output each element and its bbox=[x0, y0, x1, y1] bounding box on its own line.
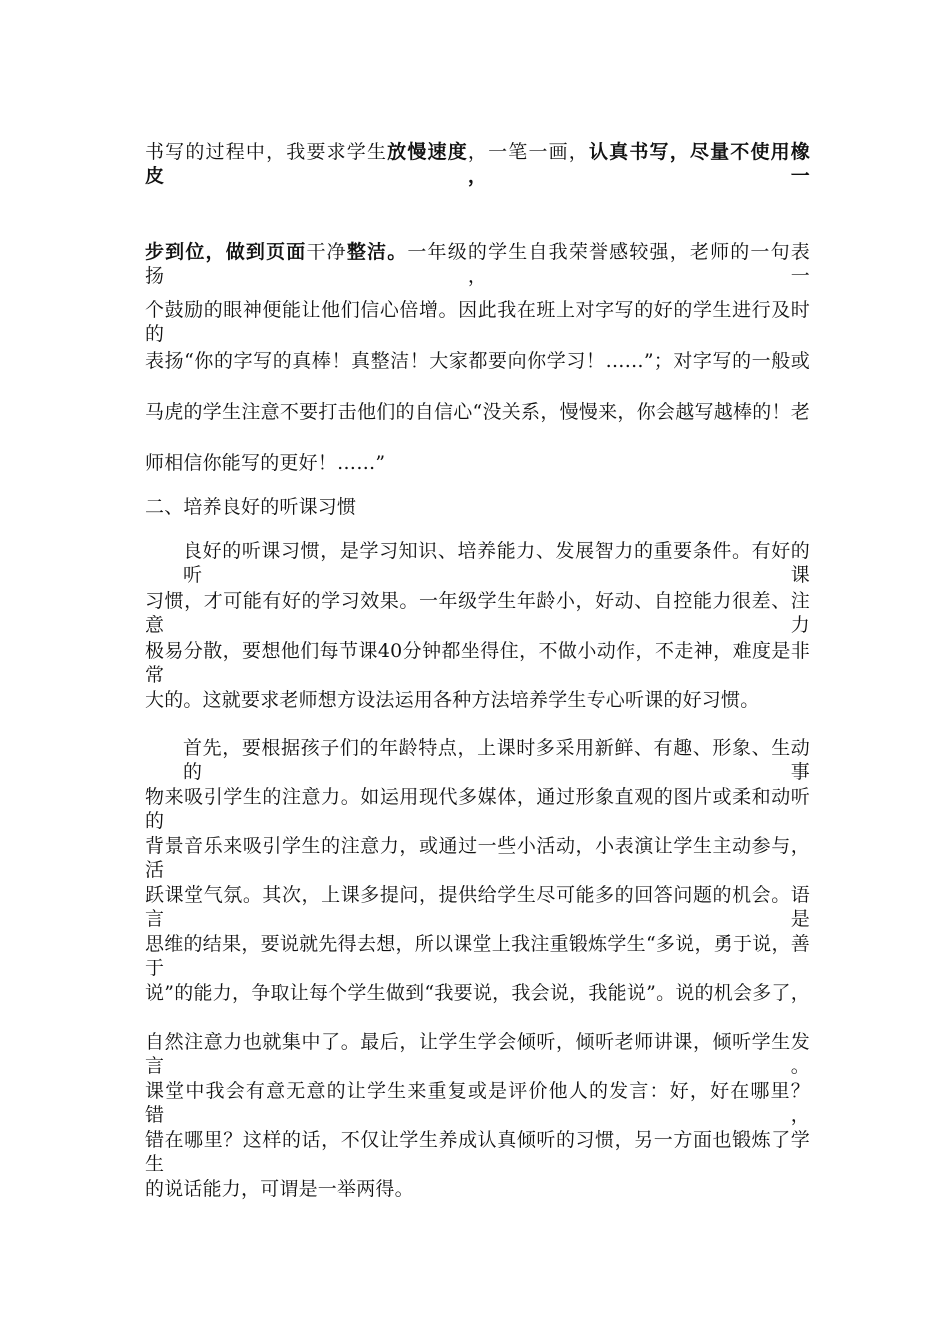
text-line: 大的。这就要求老师想方设法运用各种方法培养学生专心听课的好习惯。 bbox=[145, 689, 760, 711]
text-line: 个鼓励的眼神便能让他们信心倍增。因此我在班上对字写的好的学生进行及时的 bbox=[145, 299, 810, 345]
bold-text-run: 放慢速度 bbox=[387, 141, 468, 163]
text-line: 的说话能力，可谓是一举两得。 bbox=[145, 1178, 414, 1200]
text-line: 跃课堂气氛。其次，上课多提问，提供给学生尽可能多的回答问题的机会。语言是 bbox=[145, 884, 810, 930]
text-line: 良好的听课习惯，是学习知识、培养能力、发展智力的重要条件。有好的听课 bbox=[183, 540, 810, 586]
text-line: 思维的结果，要说就先得去想，所以课堂上我注重锻炼学生“多说，勇于说，善于 bbox=[145, 933, 810, 979]
text-run: 一年级的学生自我荣誉感较强，老师的一句表扬，一 bbox=[145, 241, 810, 287]
text-run: 干净 bbox=[306, 241, 347, 263]
text-line: 极易分散，要想他们每节课40分钟都坐得住，不做小动作，不走神，难度是非常 bbox=[145, 640, 810, 686]
text-line: 自然注意力也就集中了。最后，让学生学会倾听，倾听老师讲课，倾听学生发言。 bbox=[145, 1031, 810, 1077]
text-line: 物来吸引学生的注意力。如运用现代多媒体，通过形象直观的图片或柔和动听的 bbox=[145, 786, 810, 832]
text-line: 课堂中我会有意无意的让学生来重复或是评价他人的发言：好，好在哪里？错， bbox=[145, 1080, 810, 1126]
text-line: 习惯，才可能有好的学习效果。一年级学生年龄小，好动、自控能力很差、注意力 bbox=[145, 590, 810, 636]
text-line: 首先，要根据孩子们的年龄特点，上课时多采用新鲜、有趣、形象、生动的事 bbox=[183, 737, 810, 783]
text-line: 表扬“你的字写的真棒！真整洁！大家都要向你学习！……”；对字写的一般或 bbox=[145, 350, 810, 372]
text-run: 书写的过程中，我要求学生 bbox=[145, 141, 388, 163]
text-line: 师相信你能写的更好！……” bbox=[145, 452, 386, 474]
text-line bbox=[145, 240, 810, 288]
text-line: 说”的能力，争取让每个学生做到“我要说，我会说，我能说”。说的机会多了， bbox=[145, 982, 810, 1004]
bold-text-run: 认真书写，尽量不使用橡皮，一 bbox=[145, 141, 811, 187]
text-line: 马虎的学生注意不要打击他们的自信心“没关系，慢慢来，你会越写越棒的！老 bbox=[145, 401, 810, 423]
text-run: ，一笔一画， bbox=[467, 141, 589, 163]
section-heading: 二、培养良好的听课习惯 bbox=[145, 496, 357, 518]
text-line bbox=[145, 140, 810, 188]
bold-text-run: 步到位，做到页面 bbox=[145, 241, 307, 263]
text-line: 背景音乐来吸引学生的注意力，或通过一些小活动，小表演让学生主动参与，活 bbox=[145, 835, 810, 881]
bold-text-run: 整洁。 bbox=[346, 241, 408, 263]
text-line: 错在哪里？这样的话，不仅让学生养成认真倾听的习惯，另一方面也锻炼了学生 bbox=[145, 1129, 810, 1175]
